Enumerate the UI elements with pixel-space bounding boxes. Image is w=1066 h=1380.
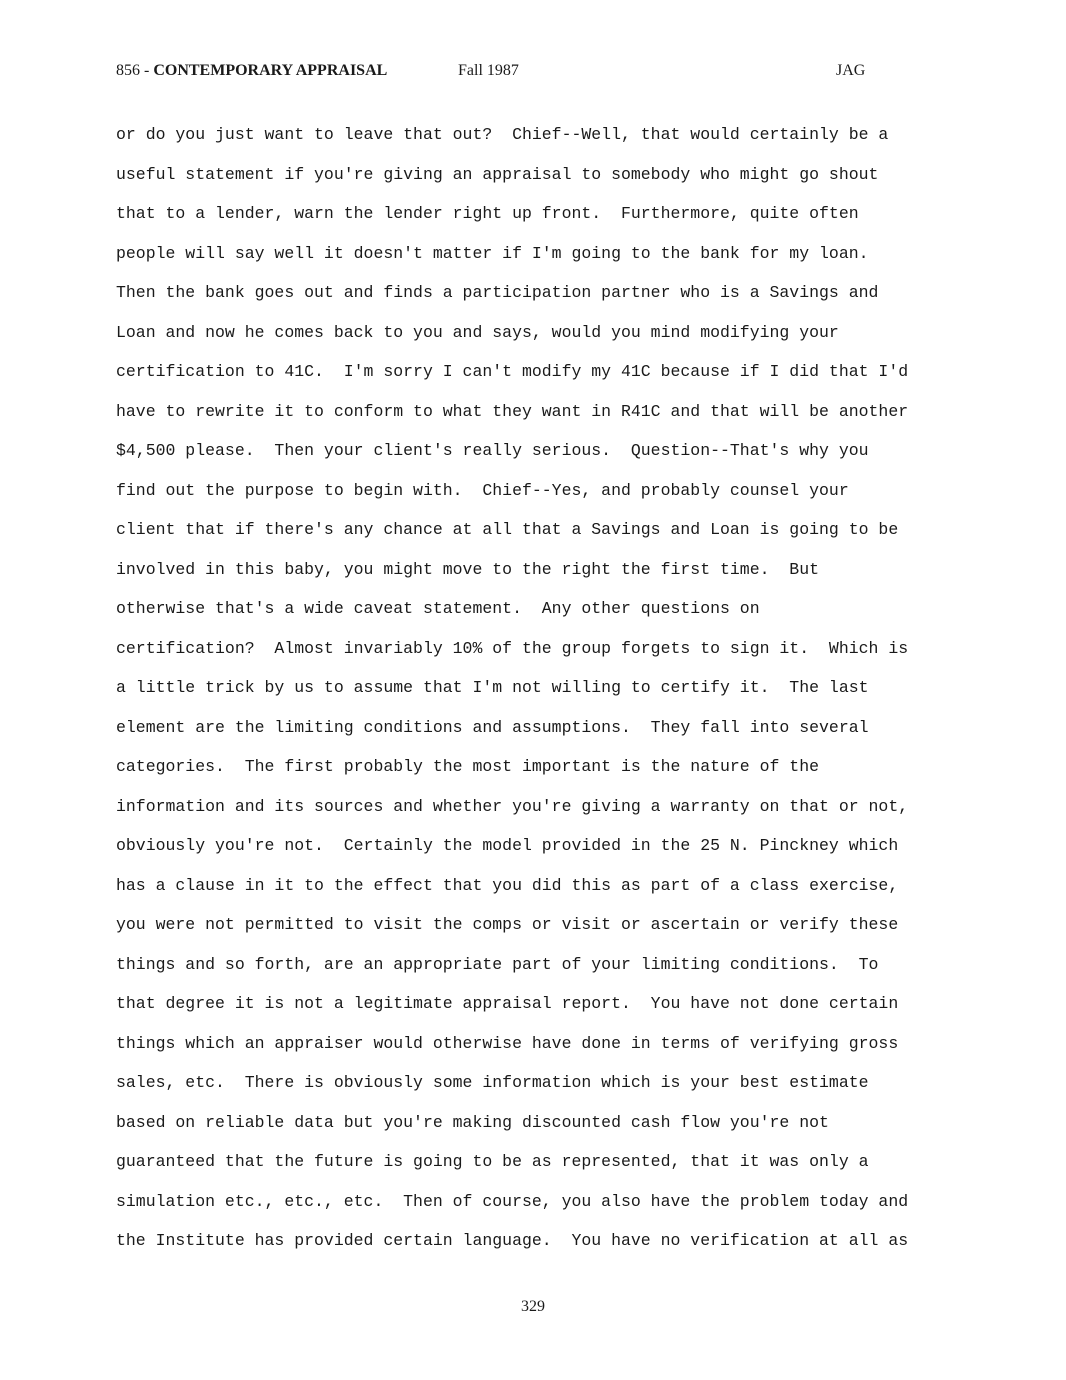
text-line: $4,500 please. Then your client's really serious. Question--That's why you: [116, 441, 869, 460]
text-line: otherwise that's a wide caveat statement. Any other questions on: [116, 599, 760, 618]
text-line: certification? Almost invariably 10% of the group forgets to sign it. Which is: [116, 638, 909, 658]
text-line: things which an appraiser would otherwise have done in terms of verifying gross: [116, 1033, 899, 1053]
text-line: has a clause in it to the effect that you did this as part of a class exercise,: [116, 875, 899, 895]
text-line: Loan and now he comes back to you and says, would you mind modifying your: [116, 322, 839, 342]
page-number: 329: [521, 1298, 545, 1315]
text-line: things and so forth, are an appropriate part of your limiting conditions. To: [116, 954, 879, 974]
text-line: element are the limiting conditions and assumptions. They fall into several: [116, 717, 869, 737]
text-line: Then the bank goes out and finds a participation partner who is a Savings and: [116, 283, 879, 302]
course-title: CONTEMPORARY APPRAISAL: [153, 62, 388, 79]
text-line: certification to 41C. I'm sorry I can't modify my 41C because if I did that I'd: [116, 362, 909, 381]
text-line: have to rewrite it to conform to what they want in R41C and that will be another: [116, 401, 909, 421]
text-line: obviously you're not. Certainly the model provided in the 25 N. Pinckney which: [116, 836, 899, 855]
text-line: based on reliable data but you're making discounted cash flow you're not: [116, 1112, 829, 1132]
text-line: useful statement if you're giving an appraisal to somebody who might go shout: [116, 164, 879, 184]
text-line: that to a lender, warn the lender right up front. Furthermore, quite often: [116, 204, 859, 223]
text-line: or do you just want to leave that out? Chief--Well, that would certainly be a: [116, 125, 889, 144]
text-line: you were not permitted to visit the comps or visit or ascertain or verify these: [116, 915, 899, 934]
text-line: sales, etc. There is obviously some information which is your best estimate: [116, 1073, 869, 1092]
text-line: guaranteed that the future is going to be as represented, that it was only a: [116, 1152, 869, 1171]
text-line: the Institute has provided certain language. You have no verification at all as: [116, 1231, 909, 1250]
text-line: people will say well it doesn't matter if I'm going to the bank for my loan.: [116, 243, 869, 263]
text-line: a little trick by us to assume that I'm not willing to certify it. The last: [116, 678, 869, 697]
text-line: information and its sources and whether you're giving a warranty on that or not,: [116, 796, 909, 816]
course-number: 856 -: [116, 62, 154, 79]
transcript-body: [116, 125, 1016, 1271]
author-initials: JAG: [836, 62, 866, 79]
term-label: Fall 1987: [458, 62, 519, 79]
text-line: involved in this baby, you might move to the right the first time. But: [116, 559, 820, 579]
course-heading: [116, 62, 387, 80]
text-line: simulation etc., etc., etc. Then of course, you also have the problem today and: [116, 1191, 909, 1211]
text-line: find out the purpose to begin with. Chief--Yes, and probably counsel your: [116, 480, 849, 500]
page-header: [0, 62, 1066, 86]
text-line: client that if there's any chance at all that a Savings and Loan is going to be: [116, 520, 899, 539]
text-line: that degree it is not a legitimate appraisal report. You have not done certain: [116, 994, 899, 1013]
text-line: categories. The first probably the most important is the nature of the: [116, 757, 820, 776]
